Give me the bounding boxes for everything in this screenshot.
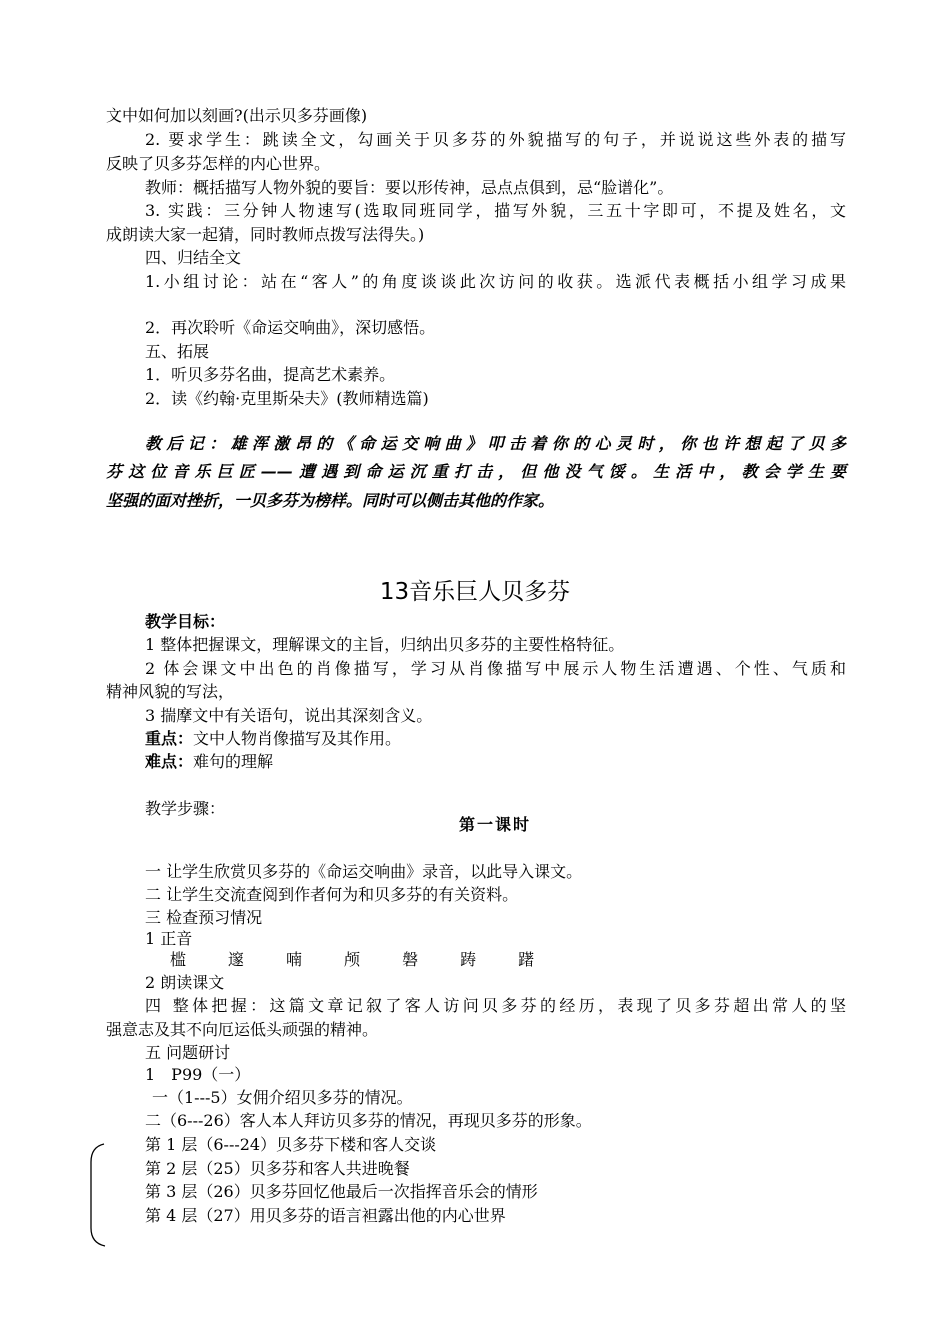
step-item: 四 整体把握：这篇文章记叙了客人访问贝多芬的经历，表现了贝多芬超出常人的坚 [145, 996, 846, 1015]
text-line: 教师：概括描写人物外貌的要旨：要以形传神，忌点点俱到，忌“脸谱化”。 [145, 178, 674, 197]
char-item: 喃 [286, 950, 303, 969]
step-item-cont: 强意志及其不向厄运低头顽强的精神。 [106, 1020, 379, 1039]
step-item: 一 让学生欣赏贝多芬的《命运交响曲》录音，以此导入课文。 [145, 862, 583, 881]
text-line: 2．读《约翰·克里斯朵夫》(教师精选篇) [145, 389, 429, 408]
difficulty-text: 难句的理解 [193, 752, 274, 771]
text-line: 反映了贝多芬怎样的内心世界。 [106, 154, 331, 173]
difficulty-label: 难点： [145, 752, 194, 771]
key-label: 重点： [145, 729, 194, 748]
objectives-label: 教学目标： [145, 612, 226, 631]
layer-item: 第 2 层（25）贝多芬和客人共进晚餐 [145, 1159, 410, 1178]
bracket-mark [86, 1142, 110, 1250]
text-line: 2. 要求学生：跳读全文，勾画关于贝多芬的外貌描写的句子，并说说这些外表的描写 [145, 130, 846, 149]
key-point [145, 727, 401, 750]
steps-label: 教学步骤： [145, 799, 226, 818]
pronunciation-chars [170, 948, 576, 971]
text-line: 2．再次聆听《命运交响曲》，深切感悟。 [145, 318, 436, 337]
section-heading: 五、拓展 [145, 342, 210, 361]
key-text: 文中人物肖像描写及其作用。 [193, 729, 402, 748]
char-item: 邃 [228, 950, 245, 969]
step-subitem: 2 朗读课文 [145, 973, 225, 992]
step-subitem: 1 正音 [145, 929, 193, 948]
session-title: 第一课时 [458, 815, 531, 834]
char-item: 磐 [402, 950, 419, 969]
part-item: 一（1---5）女佣介绍贝多芬的情况。 [152, 1088, 413, 1107]
objective-item: 2 体会课文中出色的肖像描写，学习从肖像描写中展示人物生活遭遇、个性、气质和 [145, 659, 846, 678]
part-item: 二（6---26）客人本人拜访贝多芬的情况，再现贝多芬的形象。 [145, 1111, 592, 1130]
text-line: 文中如何加以刻画?(出示贝多芬画像) [106, 106, 368, 125]
text-line: 1．听贝多芬名曲，提高艺术素养。 [145, 365, 396, 384]
text-line: 3. 实践：三分钟人物速写(选取同班同学，描写外貌，三五十字即可，不提及姓名，文 [145, 201, 846, 220]
layer-item: 第 1 层（6---24）贝多芬下楼和客人交谈 [145, 1135, 437, 1154]
postscript-line: 坚强的面对挫折，一贝多芬为榜样。同时可以侧击其他的作家。 [106, 491, 555, 510]
postscript-line: 芬这位音乐巨匠——遭遇到命运沉重打击，但他没气馁。生活中，教会学生要 [106, 462, 846, 481]
difficulty-point [145, 750, 273, 773]
step-subitem: 1 P99（一） [145, 1065, 251, 1084]
section-heading: 四、归结全文 [145, 248, 242, 267]
layer-item: 第 4 层（27）用贝多芬的语言袒露出他的内心世界 [145, 1206, 506, 1225]
char-item: 躇 [518, 950, 535, 969]
char-item: 槛 [170, 950, 187, 969]
char-item: 颅 [344, 950, 361, 969]
postscript-line: 教后记：雄浑激昂的《命运交响曲》叩击着你的心灵时，你也许想起了贝多 [145, 434, 846, 453]
objective-item: 1 整体把握课文，理解课文的主旨，归纳出贝多芬的主要性格特征。 [145, 635, 625, 654]
char-item: 踌 [460, 950, 477, 969]
objective-item: 3 揣摩文中有关语句，说出其深刻含义。 [145, 706, 433, 725]
layer-item: 第 3 层（26）贝多芬回忆他最后一次指挥音乐会的情形 [145, 1182, 538, 1201]
step-item: 二 让学生交流查阅到作者何为和贝多芬的有关资料。 [145, 885, 519, 904]
step-item: 三 检查预习情况 [145, 908, 263, 927]
step-item: 五 问题研讨 [145, 1043, 231, 1062]
text-line: 1.小组讨论：站在“客人”的角度谈谈此次访问的收获。选派代表概括小组学习成果 [145, 272, 846, 291]
lesson-title: 13音乐巨人贝多芬 [379, 579, 571, 605]
objective-item-cont: 精神风貌的写法， [106, 682, 235, 701]
text-line: 成朗读大家一起猜，同时教师点拨写法得失。) [106, 225, 425, 244]
